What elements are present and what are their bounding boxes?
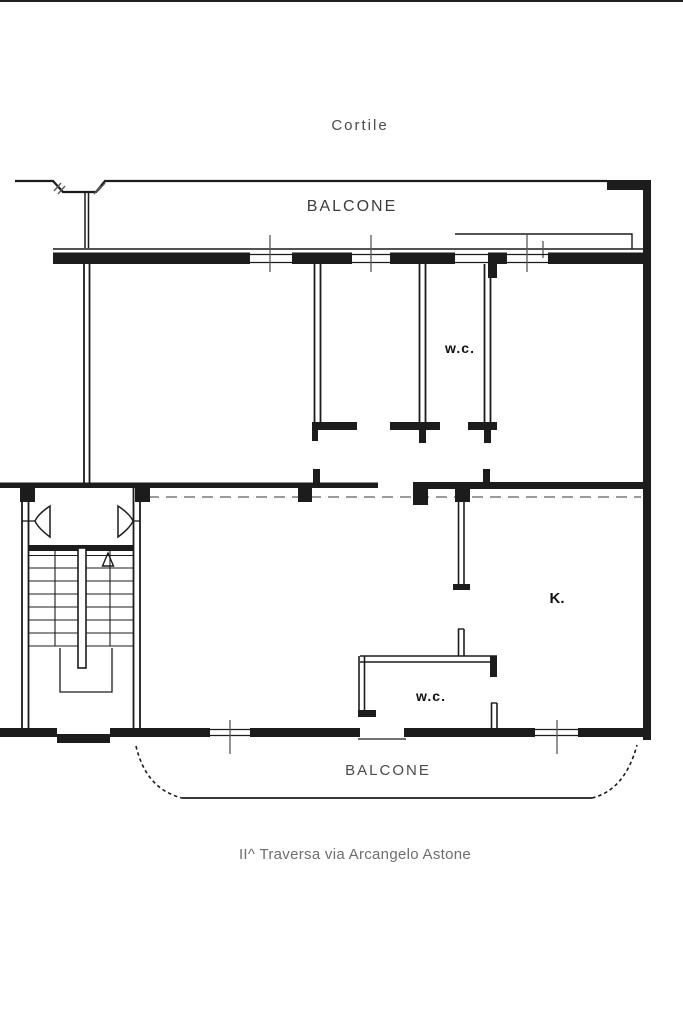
bottom-facade-wall <box>0 720 651 754</box>
corridor-wall <box>0 469 643 505</box>
wc-upper-label: w.c. <box>445 340 475 356</box>
stairwell <box>22 483 140 732</box>
top-facade-wall <box>53 235 643 278</box>
balcony-bottom-label: BALCONE <box>345 762 431 779</box>
lower-wc-walls <box>358 629 497 730</box>
landing-door-left <box>22 506 50 537</box>
window-lower-1 <box>210 720 250 754</box>
balcony-top-label: BALCONE <box>306 198 398 215</box>
window-upper-wc <box>455 255 488 263</box>
street-caption: II^ Traversa via Arcangelo Astone <box>238 846 472 863</box>
kitchen-partition <box>453 489 470 590</box>
window-lower-2 <box>535 720 578 754</box>
left-apartment-wall <box>84 264 90 483</box>
window-upper-3 <box>507 235 548 272</box>
window-upper-1 <box>250 235 292 272</box>
landing-door-right <box>118 506 140 537</box>
courtyard-label-clipped: Cortile <box>331 117 389 134</box>
window-upper-2 <box>352 235 390 272</box>
right-outer-wall <box>643 186 651 740</box>
partition-2 <box>390 264 440 443</box>
wc-lower-label: w.c. <box>416 688 446 704</box>
stair-newel-wall <box>78 548 86 668</box>
kitchen-label: K. <box>549 590 565 607</box>
partition-1 <box>312 264 357 441</box>
